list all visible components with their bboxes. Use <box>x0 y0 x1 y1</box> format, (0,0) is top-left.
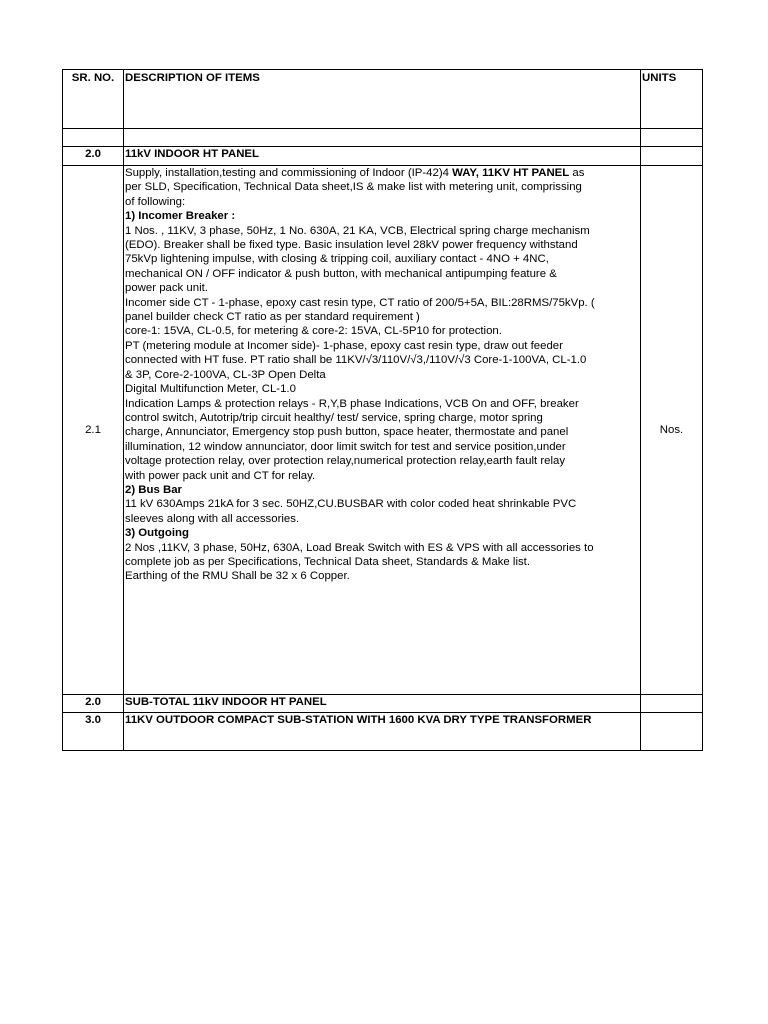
busbar-line: sleeves along with all accessories. <box>125 512 300 525</box>
incomer-line: Incomer side CT - 1-phase, epoxy cast resin type, CT ratio of 200/5+5A, BIL:28RMS/75kVp. ( <box>125 296 595 309</box>
incomer-line: charge, Annunciator, Emergency stop push button, space heater, thermostate and panel <box>125 426 569 439</box>
incomer-line: connected with HT fuse. PT ratio shall be 11KV/√3/110V/√3,/110V/√3 Core-1-100VA, CL-1.0 <box>125 354 587 367</box>
blank-cell <box>124 129 641 147</box>
incomer-heading: 1) Incomer Breaker : <box>125 210 236 223</box>
section-units <box>641 713 703 751</box>
incomer-line: control switch, Autotrip/trip circuit healthy/ test/ service, spring charge, motor spring <box>125 411 543 424</box>
incomer-line: 1 Nos. , 11KV, 3 phase, 50Hz, 1 No. 630A, 21 KA, VCB, Electrical spring charge mechanism <box>125 224 590 237</box>
incomer-line: voltage protection relay, over protection relay,numerical protection relay,earth fault relay <box>125 455 566 468</box>
incomer-line: core-1: 15VA, CL-0.5, for metering & core-2: 15VA, CL-5P10 for protection. <box>125 325 502 338</box>
header-sr-no: SR. NO. <box>63 70 124 129</box>
incomer-line: illumination, 12 window annunciator, door limit switch for test and service position,under <box>125 440 566 453</box>
blank-row <box>63 129 703 147</box>
outgoing-heading: 3) Outgoing <box>125 527 189 540</box>
incomer-line: power pack unit. <box>125 282 208 295</box>
subtotal-units <box>641 695 703 713</box>
subtotal-row <box>63 695 703 713</box>
outgoing-line: 2 Nos ,11KV, 3 phase, 50Hz, 630A, Load Break Switch with ES & VPS with all accessories to <box>125 541 594 554</box>
incomer-line: mechanical ON / OFF indicator & push button, with mechanical antipumping feature & <box>125 267 557 280</box>
intro-line <box>125 166 639 180</box>
incomer-line: PT (metering module at Incomer side)- 1-phase, epoxy cast resin type, draw out feeder <box>125 339 563 352</box>
header-row <box>63 70 703 129</box>
section-sr: 2.0 <box>63 147 124 166</box>
intro-tail-text: as <box>569 167 585 179</box>
description-line: of following: <box>125 195 186 208</box>
subtotal-sr: 2.0 <box>63 695 124 713</box>
incomer-line: panel builder check CT ratio as per standard requirement ) <box>125 311 420 324</box>
incomer-line: Indication Lamps & protection relays - R,Y,B phase Indications, VCB On and OFF, breaker <box>125 397 579 410</box>
incomer-line: (EDO). Breaker shall be fixed type. Basic insulation level 28kV power frequency withstand <box>125 239 578 252</box>
item-units: Nos. <box>641 166 703 695</box>
intro-bold-text: WAY, 11KV HT PANEL <box>452 167 570 179</box>
blank-cell <box>641 129 703 147</box>
incomer-line: with power pack unit and CT for relay. <box>125 469 316 482</box>
header-units: UNITS <box>641 70 703 129</box>
intro-text: Supply, installation,testing and commissioning of Indoor (IP-42)4 <box>125 167 453 179</box>
busbar-heading: 2) Bus Bar <box>125 483 182 496</box>
incomer-line: Digital Multifunction Meter, CL-1.0 <box>125 383 296 396</box>
section-units <box>641 147 703 166</box>
description-line: per SLD, Specification, Technical Data sheet,IS & make list with metering unit, comprissing <box>125 181 582 194</box>
outgoing-line: complete job as per Specifications, Technical Data sheet, Standards & Make list. <box>125 555 531 568</box>
section-title: 11KV OUTDOOR COMPACT SUB-STATION WITH 1600 KVA DRY TYPE TRANSFORMER <box>124 713 641 751</box>
busbar-line: 11 kV 630Amps 21kA for 3 sec. 50HZ,CU.BUSBAR with color coded heat shrinkable PVC <box>125 498 577 511</box>
incomer-line: & 3P, Core-2-100VA, CL-3P Open Delta <box>125 368 326 381</box>
outgoing-line: Earthing of the RMU Shall be 32 x 6 Copper. <box>125 570 350 583</box>
section-row-3 <box>63 713 703 751</box>
incomer-line: 75kVp lightening impulse, with closing & tripping coil, auxiliary contact - 4NO + 4NC, <box>125 253 549 266</box>
header-description: DESCRIPTION OF ITEMS <box>124 70 641 129</box>
subtotal-title: SUB-TOTAL 11kV INDOOR HT PANEL <box>124 695 641 713</box>
item-description <box>124 166 641 695</box>
item-row-2-1 <box>63 166 703 695</box>
section-row-2 <box>63 147 703 166</box>
section-sr: 3.0 <box>63 713 124 751</box>
boq-table <box>62 69 703 751</box>
section-title: 11kV INDOOR HT PANEL <box>124 147 641 166</box>
item-sr: 2.1 <box>63 166 124 695</box>
blank-cell <box>63 129 124 147</box>
